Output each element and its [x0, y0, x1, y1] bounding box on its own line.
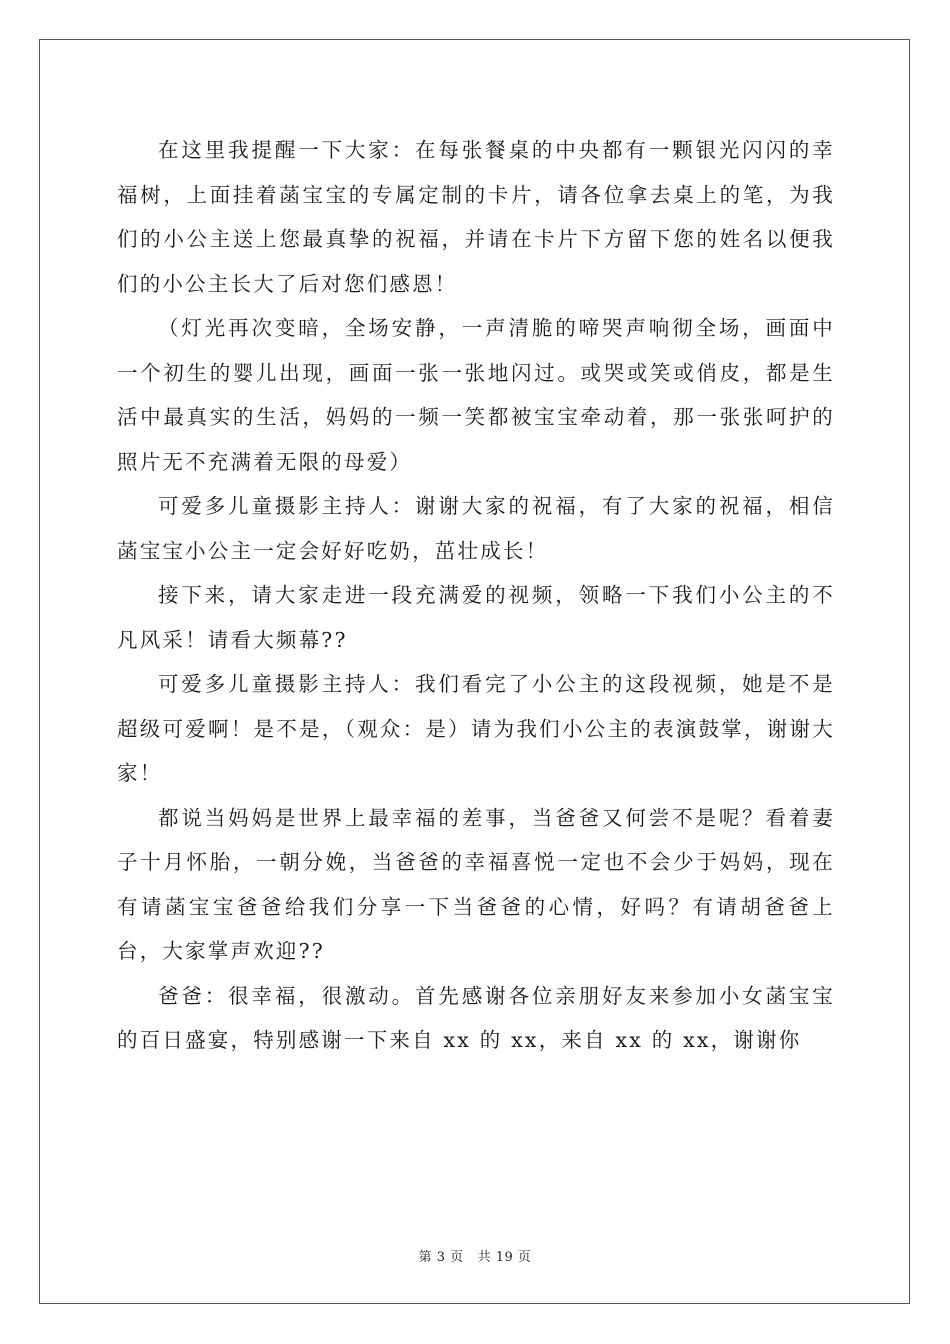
page-footer: [0, 1246, 950, 1265]
paragraph-5: 可爱多儿童摄影主持人：我们看完了小公主的这段视频，她是不是超级可爱啊！是不是，（观众：是）请为我们小公主的表演鼓掌，谢谢大家！: [117, 672, 835, 785]
paragraph-6: 都说当妈妈是世界上最幸福的差事，当爸爸又何尝不是呢？看着妻子十月怀胎，一朝分娩，当爸爸的幸福喜悦一定也不会少于妈妈，现在有请菡宝宝爸爸给我们分享一下当爸爸的心情，好吗？有请胡爸爸上台，大家掌声欢迎??: [117, 805, 835, 963]
paragraph-3: 可爱多儿童摄影主持人：谢谢大家的祝福，有了大家的祝福，相信菡宝宝小公主一定会好好吃奶，茁壮成长！: [117, 494, 835, 563]
paragraph-1: 在这里我提醒一下大家：在每张餐桌的中央都有一颗银光闪闪的幸福树，上面挂着菡宝宝的专属定制的卡片，请各位拿去桌上的笔，为我们的小公主送上您最真挚的祝福，并请在卡片下方留下您的姓名以便我们的小公主长大了后对您们感恩！: [117, 138, 835, 296]
paragraph-7: 爸爸：很幸福，很激动。首先感谢各位亲朋好友来参加小女菡宝宝的百日盛宴，特别感谢一下来自 xx 的 xx，来自 xx 的 xx，谢谢你: [117, 983, 835, 1052]
paragraph-2: （灯光再次变暗，全场安静，一声清脆的啼哭声响彻全场，画面中一个初生的婴儿出现，画面一张一张地闪过。或哭或笑或俏皮，都是生活中最真实的生活，妈妈的一频一笑都被宝宝牵动着，那一张张呵护的照片无不充满着无限的母爱）: [117, 316, 835, 474]
page-number: 第 3 页: [418, 1250, 464, 1265]
page-total: 共 19 页: [477, 1250, 532, 1265]
document-body: [117, 128, 835, 1063]
paragraph-4: 接下来，请大家走进一段充满爱的视频，领略一下我们小公主的不凡风采！请看大频幕??: [117, 583, 835, 652]
